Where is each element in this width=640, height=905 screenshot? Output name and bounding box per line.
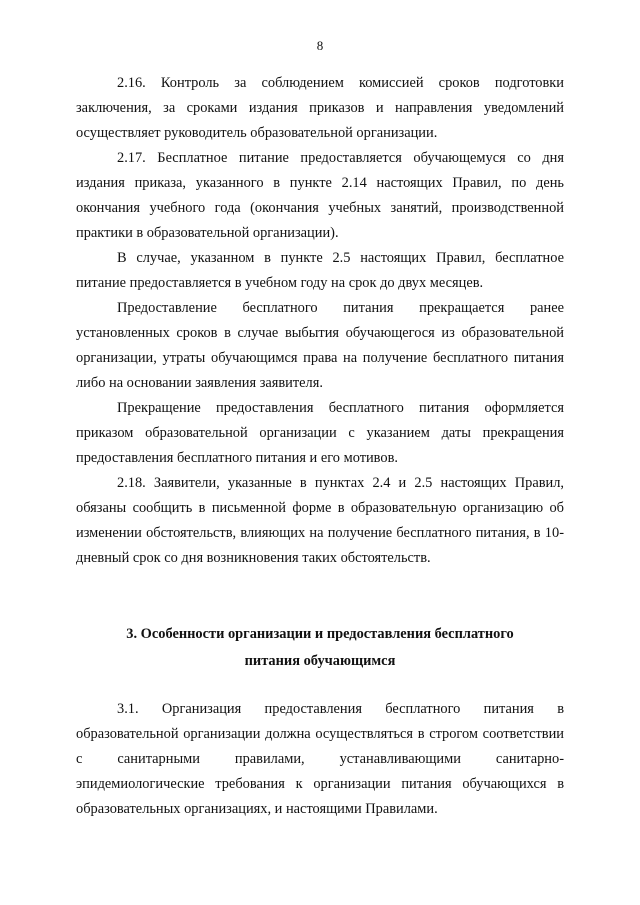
paragraph-3-1: 3.1. Организация предоставления бесплатного питания в образовательной организации должна осуществляться в строгом соответствии с санитарными правилами, устанавливающими санитарно-эпидемиологические требования к организации питания обучающихся в образовательных организациях, и настоящими Правилами.	[76, 701, 564, 817]
section-3-heading	[76, 621, 564, 675]
paragraph-termination: Предоставление бесплатного питания прекращается ранее установленных сроков в случае выбытия обучающегося из образовательной организации, утраты обучающимся права на получение бесплатного питания либо на основании заявления заявителя.	[76, 300, 564, 391]
paragraph-2-18: 2.18. Заявители, указанные в пунктах 2.4 и 2.5 настоящих Правил, обязаны сообщить в письменной форме в образовательную организацию об изменении обстоятельств, влияющих на получение бесплатного питания, в 10-дневный срок со дня возникновения таких обстоятельств.	[76, 475, 564, 566]
paragraph-2-17: 2.17. Бесплатное питание предоставляется обучающемуся со дня издания приказа, указанного в пункте 2.14 настоящих Правил, по день окончания учебного года (окончания учебных занятий, производственной практики в образовательной организации).	[76, 150, 564, 241]
page-number: 8	[316, 38, 324, 53]
section-3-heading-line-1: 3. Особенности организации и предоставления бесплатного	[126, 626, 514, 642]
section-3-text	[76, 697, 564, 822]
section-3-heading-line-2: питания обучающимся	[244, 653, 396, 669]
paragraph-termination-order: Прекращение предоставления бесплатного питания оформляется приказом образовательной организации с указанием даты прекращения предоставления бесплатного питания и его мотивов.	[76, 400, 564, 466]
section-2-text	[76, 71, 564, 571]
paragraph-case-2-5: В случае, указанном в пункте 2.5 настоящих Правил, бесплатное питание предоставляется в учебном году на срок до двух месяцев.	[76, 250, 564, 291]
paragraph-2-16: 2.16. Контроль за соблюдением комиссией сроков подготовки заключения, за сроками издания приказов и направления уведомлений осуществляет руководитель образовательной организации.	[76, 75, 564, 141]
